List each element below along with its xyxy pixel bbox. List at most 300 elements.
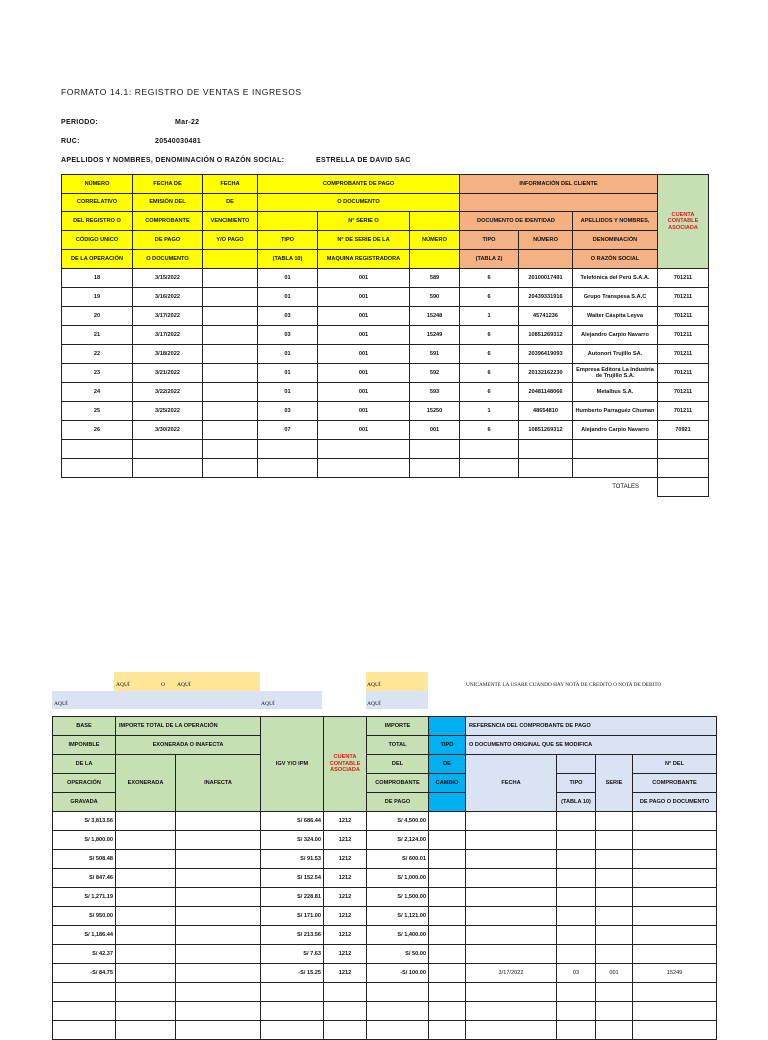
cell-igv: S/ 7.63 (261, 945, 324, 964)
table-row (53, 888, 717, 907)
empty-cell (410, 440, 460, 459)
empty-cell (466, 983, 557, 1002)
hdr-tipo-blank (258, 212, 318, 231)
cell-correlativo: 22 (62, 345, 133, 364)
cell-correlativo: 23 (62, 364, 133, 383)
empty-cell (203, 459, 258, 478)
table-row (62, 288, 709, 307)
hdr-apellidos-2: DENOMINACIÓN (573, 231, 658, 250)
cell-exonerada (116, 812, 176, 831)
cell-tipo-comprobante: 03 (258, 307, 318, 326)
cell-tipo-comprobante: 07 (258, 421, 318, 440)
cell-tipo-doc: 6 (460, 288, 519, 307)
empty-cell (261, 1002, 324, 1021)
cell-tipo-comprobante: 03 (258, 326, 318, 345)
cell-numero-doc: 20100017491 (519, 269, 573, 288)
empty-cell (633, 1002, 717, 1021)
cell-razon-social: Telefónica del Perú S.A.A. (573, 269, 658, 288)
cell-cuenta: 1212 (324, 907, 367, 926)
cell-importe-total: S/ 1,000.00 (367, 869, 429, 888)
hdr-cli-numero: NÚMERO (519, 231, 573, 250)
cell-tipo-comprobante: 01 (258, 364, 318, 383)
empty-cell (258, 440, 318, 459)
cell-fecha-vencimiento (203, 326, 258, 345)
cell-cuenta: 701211 (658, 364, 709, 383)
hdr-fecha-emision-1: FECHA DE (133, 175, 203, 194)
cell-tipo-doc: 6 (460, 421, 519, 440)
empty-cell (367, 983, 429, 1002)
empty-cell (324, 1021, 367, 1040)
hdr-referencia-2: O DOCUMENTO ORIGINAL QUE SE MODIFICA (466, 736, 717, 755)
table-row (62, 269, 709, 288)
empty-cell (519, 459, 573, 478)
cell-base-imponible: S/ 1,800.00 (53, 831, 116, 850)
cell-igv: S/ 171.00 (261, 907, 324, 926)
cell-numero-doc: 10851269312 (519, 421, 573, 440)
hdr-base-1: BASE (53, 717, 116, 736)
hdr-fecha-venc-1: FECHA (203, 175, 258, 194)
cell-fecha-vencimiento (203, 421, 258, 440)
hdr-tc-blank-2 (429, 793, 466, 812)
cell-razon-social: Alejandro Carpio Navarro (573, 326, 658, 345)
hdr-numero-5: DE LA OPERACIÓN (62, 250, 133, 269)
hdr-importe-5: DE PAGO (367, 793, 429, 812)
cell-serie: 001 (318, 383, 410, 402)
cell-numero: 590 (410, 288, 460, 307)
cell-cuenta: 701211 (658, 269, 709, 288)
cell-ref-fecha (466, 945, 557, 964)
cell-ref-tipo (557, 945, 596, 964)
hdr-base-4: OPERACIÓN (53, 774, 116, 793)
cell-importe-total: -S/ 100.00 (367, 964, 429, 983)
hdr-numero: NÚMERO (410, 231, 460, 250)
empty-cell (116, 1021, 176, 1040)
cell-cuenta: 70921 (658, 421, 709, 440)
cell-tipo-comprobante: 01 (258, 288, 318, 307)
empty-cell (62, 440, 133, 459)
cell-correlativo: 20 (62, 307, 133, 326)
hdr-apellidos-1: APELLIDOS Y NOMBRES, (573, 212, 658, 231)
hdr-numero-blank (410, 212, 460, 231)
table-row (53, 964, 717, 983)
cell-fecha-emision: 3/21/2022 (133, 364, 203, 383)
cell-exonerada (116, 869, 176, 888)
cell-igv: S/ 324.00 (261, 831, 324, 850)
cell-tipo-doc: 1 (460, 402, 519, 421)
cell-tipo-cambio (429, 888, 466, 907)
cell-inafecta (176, 907, 261, 926)
hdr-importe-4: COMPROBANTE (367, 774, 429, 793)
table-row (53, 907, 717, 926)
cell-ref-fecha (466, 888, 557, 907)
cell-igv: -S/ 15.25 (261, 964, 324, 983)
cell-correlativo: 26 (62, 421, 133, 440)
hdr-importe-total-1: IMPORTE TOTAL DE LA OPERACIÓN (116, 717, 261, 736)
cell-cuenta: 701211 (658, 326, 709, 345)
cell-importe-total: S/ 600.01 (367, 850, 429, 869)
hdr-fecha-emision-3: COMPROBANTE (133, 212, 203, 231)
cell-base-imponible: -S/ 84.75 (53, 964, 116, 983)
hdr-numero-1: NÚMERO (62, 175, 133, 194)
totales-cell (658, 478, 709, 497)
aqui-label-1: AQUÍ (116, 682, 130, 688)
cell-ref-fecha (466, 812, 557, 831)
empty-cell (116, 1002, 176, 1021)
cell-cuenta: 1212 (324, 964, 367, 983)
hdr-referencia-1: REFERENCIA DEL COMPROBANTE DE PAGO (466, 717, 717, 736)
o-label: O (161, 682, 165, 688)
cell-numero: 001 (410, 421, 460, 440)
hdr-base-5: GRAVADA (53, 793, 116, 812)
cell-ref-fecha (466, 926, 557, 945)
cell-numero-doc: 10851269312 (519, 326, 573, 345)
empty-cell (318, 440, 410, 459)
cell-ref-tipo (557, 888, 596, 907)
hdr-fecha-venc-4: Y/O PAGO (203, 231, 258, 250)
empty-cell (460, 440, 519, 459)
hdr-importe-2: TOTAL (367, 736, 429, 755)
hdr-tipo-1: TIPO (258, 231, 318, 250)
cell-exonerada (116, 850, 176, 869)
cell-exonerada (116, 831, 176, 850)
empty-cell (133, 440, 203, 459)
cell-importe-total: S/ 4,500.00 (367, 812, 429, 831)
cell-inafecta (176, 964, 261, 983)
empty-cell (460, 459, 519, 478)
empty-cell (557, 1021, 596, 1040)
cell-razon-social: Grupo Transpesa S.A.C (573, 288, 658, 307)
cell-importe-total: S/ 2,124.00 (367, 831, 429, 850)
ventas-table (61, 174, 709, 497)
hdr-ref-fecha: FECHA (466, 755, 557, 812)
hdr-fecha-emision-2: EMISIÓN DEL (133, 194, 203, 212)
cell-importe-total: S/ 50.00 (367, 945, 429, 964)
cell-numero: 589 (410, 269, 460, 288)
cell-base-imponible: S/ 508.48 (53, 850, 116, 869)
empty-row (53, 1021, 717, 1040)
hdr-cuenta: CUENTA CONTABLE ASOCIADA (658, 175, 709, 269)
cell-inafecta (176, 831, 261, 850)
aqui-label-4: AQUÍ (54, 701, 68, 707)
cell-ref-numero (633, 926, 717, 945)
hdr-base-3: DE LA (53, 755, 116, 774)
cell-fecha-emision: 3/30/2022 (133, 421, 203, 440)
hdr-numero-blank-2 (410, 250, 460, 269)
cell-tipo-cambio (429, 869, 466, 888)
cell-cuenta: 1212 (324, 945, 367, 964)
importes-table (52, 716, 717, 1040)
hdr-ref-tipo-blank (557, 755, 596, 774)
empty-cell (53, 1021, 116, 1040)
empty-cell (596, 983, 633, 1002)
cell-numero-doc: 20481148066 (519, 383, 573, 402)
cell-tipo-cambio (429, 926, 466, 945)
hdr-ref-nd-2: COMPROBANTE (633, 774, 717, 793)
cell-ref-serie (596, 812, 633, 831)
empty-cell (573, 440, 658, 459)
aqui-label-6: AQUÍ (367, 701, 381, 707)
cell-razon-social: Empresa Editora La Industria de Trujillo S.A. (573, 364, 658, 383)
cell-tipo-cambio (429, 945, 466, 964)
empty-row (53, 983, 717, 1002)
cell-fecha-emision: 3/18/2022 (133, 345, 203, 364)
cell-ref-serie (596, 907, 633, 926)
hdr-ref-nd-1: N° DEL (633, 755, 717, 774)
hdr-ref-serie: SERIE (596, 755, 633, 812)
cell-fecha-emision: 3/25/2022 (133, 402, 203, 421)
cell-ref-serie (596, 850, 633, 869)
cell-fecha-vencimiento (203, 402, 258, 421)
cell-igv: S/ 91.53 (261, 850, 324, 869)
empty-cell (557, 1002, 596, 1021)
cell-ref-fecha (466, 850, 557, 869)
hdr-tc-3: CAMBIO (429, 774, 466, 793)
report-title: FORMATO 14.1: REGISTRO DE VENTAS E INGRESOS (61, 87, 302, 97)
cell-numero: 592 (410, 364, 460, 383)
hdr-serie-2: N° DE SERIE DE LA (318, 231, 410, 250)
hdr-ref-nd-3: DE PAGO O DOCUMENTO (633, 793, 717, 812)
hdr-exonerada: EXONERADA (116, 755, 176, 812)
cell-tipo-doc: 1 (460, 307, 519, 326)
cell-base-imponible: S/ 42.37 (53, 945, 116, 964)
cell-tipo-cambio (429, 907, 466, 926)
cell-numero-doc: 20132162230 (519, 364, 573, 383)
hdr-numero-4: CÓDIGO UNICO (62, 231, 133, 250)
cell-ref-serie (596, 926, 633, 945)
empty-cell (429, 983, 466, 1002)
empty-cell (261, 983, 324, 1002)
hdr-doc-identidad: DOCUMENTO DE IDENTIDAD (460, 212, 573, 231)
cell-igv: S/ 228.81 (261, 888, 324, 907)
empty-cell (176, 1021, 261, 1040)
nota-credito-note: UNICAMENTE LA USARE CUANDO HAY NOTA DE CREDITO O NOTA DE DEBITO (466, 682, 662, 688)
cell-ref-tipo (557, 831, 596, 850)
cell-cuenta: 701211 (658, 383, 709, 402)
cell-ref-numero (633, 888, 717, 907)
table-row (53, 812, 717, 831)
cell-fecha-vencimiento (203, 345, 258, 364)
cell-importe-total: S/ 1,400.00 (367, 926, 429, 945)
empty-cell (133, 459, 203, 478)
cell-exonerada (116, 945, 176, 964)
table-row (53, 926, 717, 945)
cell-ref-tipo (557, 926, 596, 945)
cell-exonerada (116, 926, 176, 945)
hdr-cli-numero-blank (519, 250, 573, 269)
cell-ref-fecha (466, 831, 557, 850)
empty-cell (596, 1002, 633, 1021)
totales-label: TOTALES (612, 483, 639, 490)
empty-cell (596, 1021, 633, 1040)
cell-ref-serie (596, 888, 633, 907)
cell-cuenta: 1212 (324, 926, 367, 945)
hdr-tc-1: TIPO (429, 736, 466, 755)
cell-ref-serie (596, 831, 633, 850)
razon-label: APELLIDOS Y NOMBRES, DENOMINACIÓN O RAZÓN SOCIAL: (61, 157, 285, 164)
cell-correlativo: 25 (62, 402, 133, 421)
table-row (53, 831, 717, 850)
cell-serie: 001 (318, 402, 410, 421)
cell-base-imponible: S/ 1,186.44 (53, 926, 116, 945)
empty-cell (658, 440, 709, 459)
cell-fecha-emision: 3/15/2022 (133, 269, 203, 288)
cell-tipo-doc: 6 (460, 364, 519, 383)
table-row (62, 383, 709, 402)
hdr-cli-tipo-2: (TABLA 2) (460, 250, 519, 269)
empty-cell (367, 1021, 429, 1040)
cell-tipo-doc: 6 (460, 383, 519, 402)
cell-ref-serie: 001 (596, 964, 633, 983)
cell-base-imponible: S/ 950.00 (53, 907, 116, 926)
cell-ref-numero: 15249 (633, 964, 717, 983)
cell-igv: S/ 213.56 (261, 926, 324, 945)
cell-numero-doc: 20439331916 (519, 288, 573, 307)
razon-value: ESTRELLA DE DAVID SAC (316, 157, 411, 164)
cell-correlativo: 24 (62, 383, 133, 402)
hdr-inafecta: INAFECTA (176, 755, 261, 812)
cell-ref-numero (633, 831, 717, 850)
empty-cell (557, 983, 596, 1002)
cell-ref-numero (633, 907, 717, 926)
cell-tipo-comprobante: 01 (258, 345, 318, 364)
empty-cell (573, 459, 658, 478)
empty-cell (633, 983, 717, 1002)
cell-razon-social: Autonort Trujillo SA. (573, 345, 658, 364)
cell-fecha-vencimiento (203, 288, 258, 307)
cell-tipo-comprobante: 01 (258, 383, 318, 402)
hdr-apellidos-3: O RAZÓN SOCIAL (573, 250, 658, 269)
cell-cuenta: 1212 (324, 869, 367, 888)
empty-cell (53, 983, 116, 1002)
cell-ref-serie (596, 945, 633, 964)
hdr-importe-total-2: EXONERADA O INAFECTA (116, 736, 261, 755)
table-row (62, 421, 709, 440)
empty-row (62, 459, 709, 478)
cell-fecha-emision: 3/16/2022 (133, 288, 203, 307)
hdr-numero-2: CORRELATIVO (62, 194, 133, 212)
aqui-box-blue (52, 691, 322, 709)
cell-ref-numero (633, 812, 717, 831)
hdr-fecha-venc-3: VENCIMIENTO (203, 212, 258, 231)
hdr-numero-3: DEL REGISTRO O (62, 212, 133, 231)
hdr-info-blank (460, 194, 658, 212)
empty-cell (261, 1021, 324, 1040)
cell-cuenta: 701211 (658, 402, 709, 421)
cell-inafecta (176, 869, 261, 888)
cell-inafecta (176, 888, 261, 907)
cell-fecha-vencimiento (203, 364, 258, 383)
table-row (62, 326, 709, 345)
cell-serie: 001 (318, 364, 410, 383)
empty-cell (176, 1002, 261, 1021)
aqui-label-2: AQUÍ (177, 682, 191, 688)
hdr-serie-1: N° SERIE O (318, 212, 410, 231)
cell-importe-total: S/ 1,500.00 (367, 888, 429, 907)
cell-exonerada (116, 888, 176, 907)
empty-cell (176, 983, 261, 1002)
cell-ref-numero (633, 850, 717, 869)
cell-cuenta: 1212 (324, 831, 367, 850)
cell-tipo-doc: 6 (460, 326, 519, 345)
hdr-tc-2: DE (429, 755, 466, 774)
hdr-serie-3: MAQUINA REGISTRADORA (318, 250, 410, 269)
table-row (53, 850, 717, 869)
cell-tipo-cambio (429, 812, 466, 831)
aqui-label-3: AQUÍ (367, 682, 381, 688)
cell-cuenta: 701211 (658, 307, 709, 326)
cell-tipo-cambio (429, 964, 466, 983)
cell-importe-total: S/ 1,121.00 (367, 907, 429, 926)
empty-cell (429, 1002, 466, 1021)
table-row (62, 307, 709, 326)
cell-exonerada (116, 964, 176, 983)
hdr-fecha-venc-blank (203, 250, 258, 269)
cell-numero: 591 (410, 345, 460, 364)
cell-razon-social: Metalbus S.A. (573, 383, 658, 402)
empty-cell (258, 459, 318, 478)
empty-row (53, 1002, 717, 1021)
empty-cell (466, 1002, 557, 1021)
cell-ref-tipo (557, 812, 596, 831)
hdr-ref-tipo-1: TIPO (557, 774, 596, 793)
cell-numero: 593 (410, 383, 460, 402)
empty-cell (203, 440, 258, 459)
empty-cell (466, 1021, 557, 1040)
cell-igv: S/ 686.44 (261, 812, 324, 831)
aqui-label-5: AQUÍ (261, 701, 275, 707)
table-row (62, 345, 709, 364)
cell-tipo-comprobante: 01 (258, 269, 318, 288)
cell-serie: 001 (318, 269, 410, 288)
cell-numero: 15250 (410, 402, 460, 421)
hdr-cli-tipo-1: TIPO (460, 231, 519, 250)
cell-inafecta (176, 850, 261, 869)
periodo-label: PERIODO: (61, 119, 99, 126)
cell-ref-serie (596, 869, 633, 888)
hdr-comprobante-2: O DOCUMENTO (258, 194, 460, 212)
cell-ref-tipo: 03 (557, 964, 596, 983)
empty-cell (318, 459, 410, 478)
cell-cuenta: 1212 (324, 888, 367, 907)
table-row (53, 869, 717, 888)
hdr-tipo-2: (TABLA 10) (258, 250, 318, 269)
hdr-fecha-venc-2: DE (203, 194, 258, 212)
cell-serie: 001 (318, 421, 410, 440)
cell-numero-doc: 45741236 (519, 307, 573, 326)
empty-cell (53, 1002, 116, 1021)
cell-ref-fecha (466, 869, 557, 888)
cell-numero-doc: 48654810 (519, 402, 573, 421)
cell-base-imponible: S/ 3,813.56 (53, 812, 116, 831)
empty-cell (410, 459, 460, 478)
cell-ref-tipo (557, 850, 596, 869)
cell-base-imponible: S/ 847.46 (53, 869, 116, 888)
empty-cell (324, 983, 367, 1002)
cell-tipo-doc: 6 (460, 345, 519, 364)
cell-inafecta (176, 926, 261, 945)
hdr-importe-3: DEL (367, 755, 429, 774)
empty-cell (658, 459, 709, 478)
empty-cell (519, 440, 573, 459)
empty-cell (116, 983, 176, 1002)
empty-cell (633, 1021, 717, 1040)
cell-correlativo: 18 (62, 269, 133, 288)
cell-serie: 001 (318, 288, 410, 307)
hdr-tc-blank (429, 717, 466, 736)
table-row (62, 402, 709, 421)
cell-tipo-cambio (429, 850, 466, 869)
cell-ref-tipo (557, 869, 596, 888)
